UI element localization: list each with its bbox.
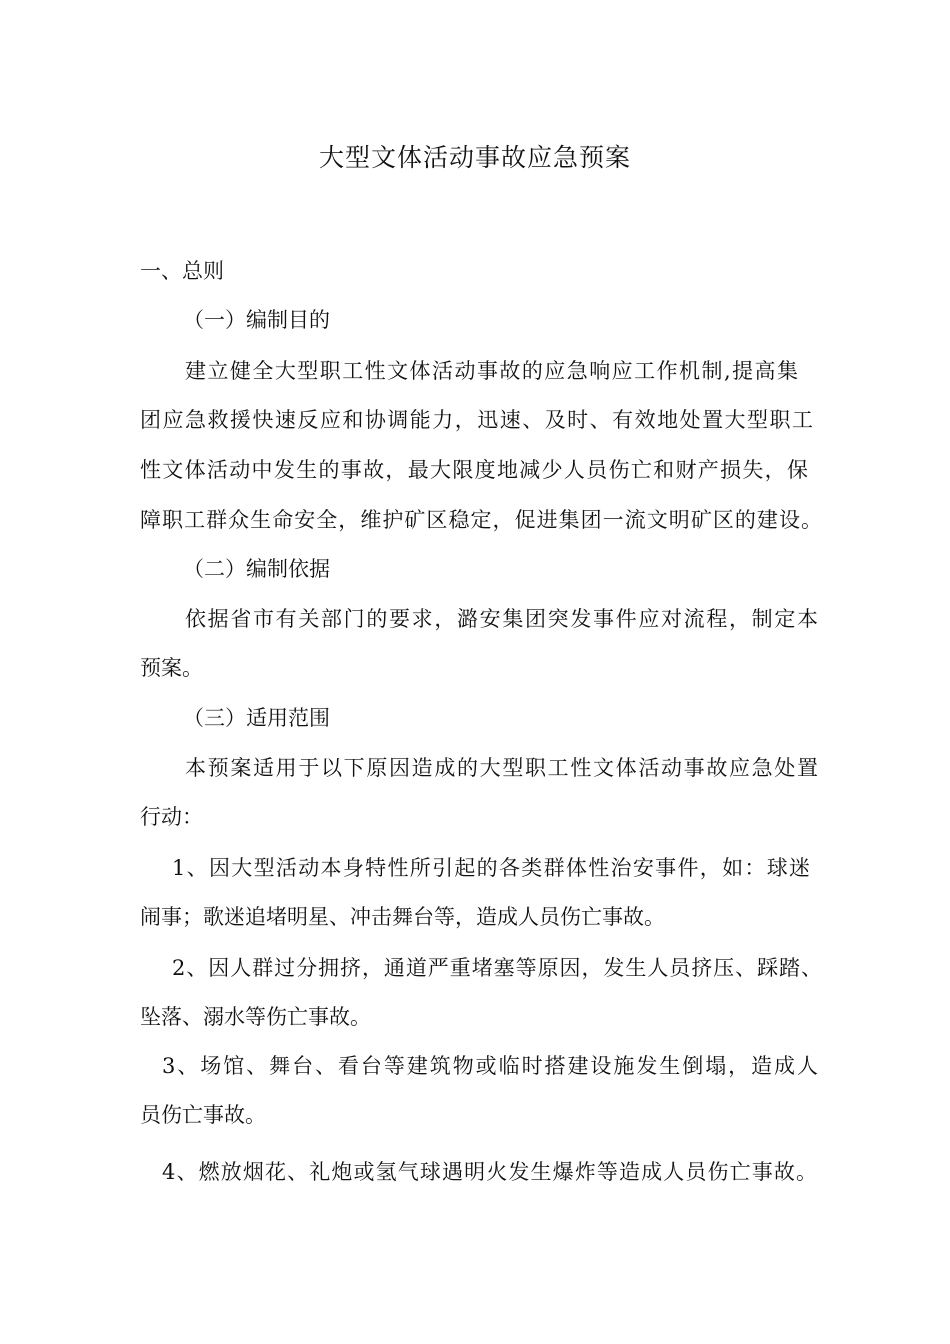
paragraph-line: 行动： xyxy=(140,805,203,829)
list-item-line: 坠落、溺水等伤亡事故。 xyxy=(140,1005,371,1029)
subsection-heading-basis: （二）编制依据 xyxy=(183,557,330,581)
list-item-line: 3、场馆、舞台、看台等建筑物或临时搭建设施发生倒塌，造成人 xyxy=(162,1054,818,1078)
paragraph-line: 预案。 xyxy=(140,656,203,680)
subsection-heading-purpose: （一）编制目的 xyxy=(183,308,330,332)
subsection-heading-scope: （三）适用范围 xyxy=(183,706,330,730)
paragraph-line: 团应急救援快速反应和协调能力，迅速、及时、有效地处置大型职工 xyxy=(140,408,813,432)
list-item-line: 1、因大型活动本身特性所引起的各类群体性治安事件，如：球迷 xyxy=(172,856,810,880)
list-item-line: 员伤亡事故。 xyxy=(140,1103,266,1127)
paragraph-line: 依据省市有关部门的要求，潞安集团突发事件应对流程，制定本 xyxy=(185,607,818,631)
paragraph-line: 建立健全大型职工性文体活动事故的应急响应工作机制,提高集 xyxy=(185,359,798,383)
list-item-line: 2、因人群过分拥挤，通道严重堵塞等原因，发生人员挤压、踩踏、 xyxy=(172,956,822,980)
document-title: 大型文体活动事故应急预案 xyxy=(318,143,631,172)
list-item-line: 闹事；歌迷追堵明星、冲击舞台等，造成人员伤亡事故。 xyxy=(140,905,665,929)
paragraph-line: 性文体活动中发生的事故，最大限度地减少人员伤亡和财产损失，保 xyxy=(140,458,808,482)
paragraph-line: 本预案适用于以下原因造成的大型职工性文体活动事故应急处置 xyxy=(185,756,818,780)
section-heading: 一、总则 xyxy=(140,259,224,283)
list-item-line: 4、燃放烟花、礼炮或氢气球遇明火发生爆炸等造成人员伤亡事故。 xyxy=(162,1160,817,1184)
paragraph-line: 障职工群众生命安全，维护矿区稳定，促进集团一流文明矿区的建设。 xyxy=(140,508,822,532)
